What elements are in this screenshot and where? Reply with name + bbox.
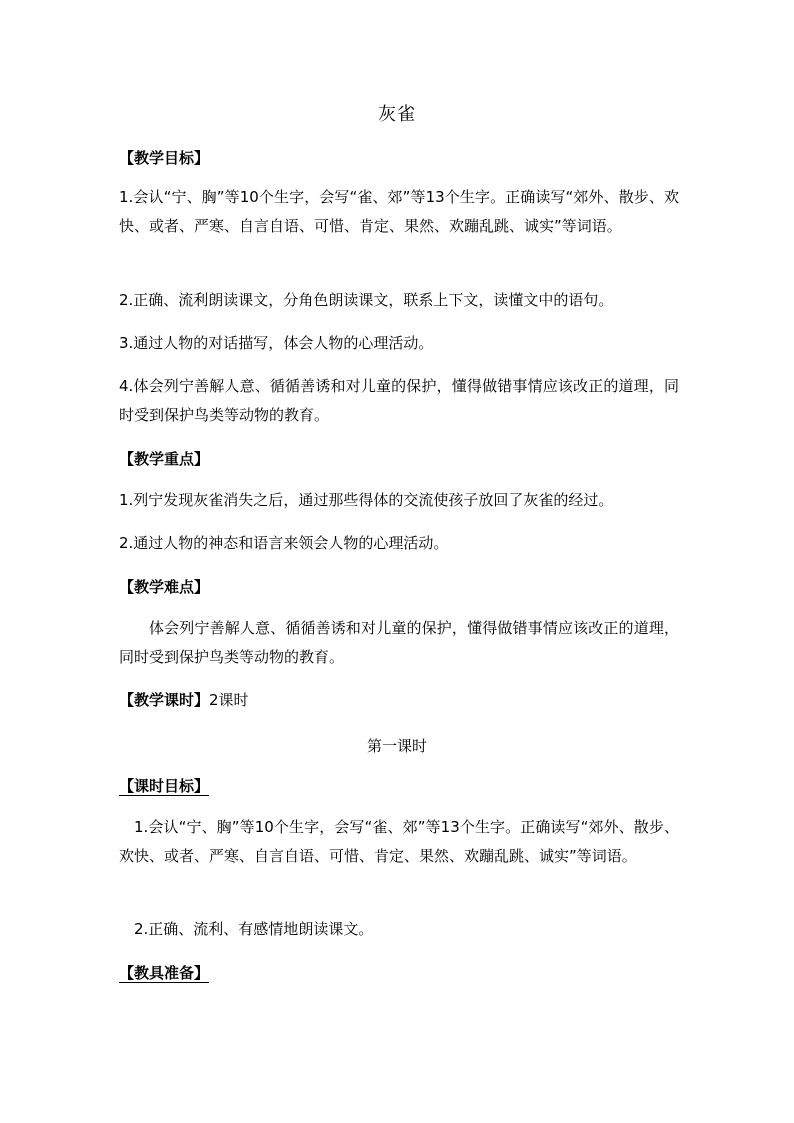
key-points-heading: 【教学重点】 <box>119 450 210 468</box>
lesson-objectives-heading: 【课时目标】 <box>119 777 210 795</box>
objective-item-3: 3.通过人物的对话描写，体会人物的心理活动。 <box>119 334 434 352</box>
hours-line <box>119 686 679 715</box>
difficulties-heading: 【教学难点】 <box>119 578 210 596</box>
objective-item-1: 1.会认“宁、胸”等10个生字，会写“雀、郊”等13个生字。正确读写“郊外、散步、欢快、或者、严寒、自言自语、可惜、肯定、果然、欢蹦乱跳、诚实”等词语。 <box>119 188 679 235</box>
document-title: 灰雀 <box>378 104 416 125</box>
objective-item-4: 4.体会列宁善解人意、循循善诱和对儿童的保护，懂得做错事情应该改正的道理，同时受到保护鸟类等动物的教育。 <box>119 377 679 424</box>
lesson-objective-item-1: 1.会认“宁、胸”等10个生字，会写“雀、郊”等13个生字。正确读写“郊外、散步、欢快、或者、严寒、自言自语、可惜、肯定、果然、欢蹦乱跳、诚实”等词语。 <box>119 818 679 865</box>
hours-heading: 【教学课时】 <box>119 691 210 709</box>
lesson-objective-item-2: 2.正确、流利、有感情地朗读课文。 <box>134 920 374 938</box>
key-point-item-1: 1.列宁发现灰雀消失之后，通过那些得体的交流使孩子放回了灰雀的经过。 <box>119 491 614 509</box>
materials-heading: 【教具准备】 <box>119 964 210 982</box>
objectives-heading: 【教学目标】 <box>119 149 210 167</box>
key-point-item-2: 2.通过人物的神态和语言来领会人物的心理活动。 <box>119 534 449 552</box>
lesson-title: 第一课时 <box>366 737 427 755</box>
difficulties-paragraph: 体会列宁善解人意、循循善诱和对儿童的保护，懂得做错事情应该改正的道理，同时受到保护鸟类等动物的教育。 <box>119 619 679 666</box>
objective-item-2: 2.正确、流利朗读课文，分角色朗读课文，联系上下文，读懂文中的语句。 <box>119 291 614 309</box>
hours-value: 2课时 <box>209 691 249 709</box>
